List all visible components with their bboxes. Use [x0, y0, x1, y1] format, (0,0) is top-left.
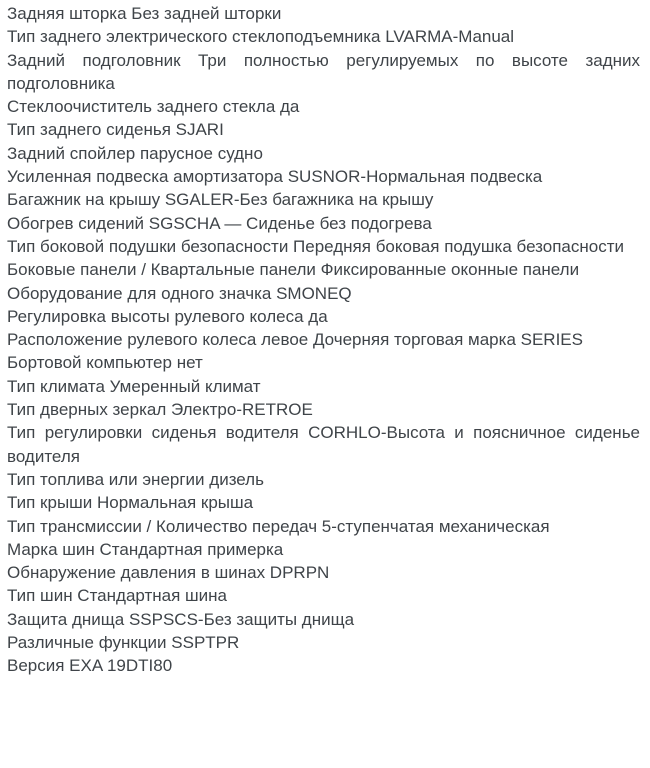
spec-line-fuel-type: Тип топлива или энергии дизель: [7, 469, 264, 489]
spec-line-onboard-computer: Бортовой компьютер нет: [7, 353, 203, 373]
spec-line-side-airbag: Тип боковой подушки безопасности Передняя боковая подушка безопасности: [7, 236, 624, 256]
spec-line-driver-seat-adjust: Тип регулировки сиденья водителя CORHLO-Высота и поясничное сиденье водителя: [7, 423, 640, 466]
spec-line-rear-power-window: Тип заднего электрического стеклоподъемника LVARMA-Manual: [7, 27, 515, 47]
spec-line-seat-heating: Обогрев сидений SGSCHA — Сиденье без подогрева: [7, 213, 432, 233]
spec-line-roof-type: Тип крыши Нормальная крыша: [7, 493, 254, 513]
spec-line-tire-brand: Марка шин Стандартная примерка: [7, 539, 284, 559]
spec-line-tire-type: Тип шин Стандартная шина: [7, 586, 228, 606]
spec-line-rear-wiper: Стеклоочиститель заднего стекла да: [7, 97, 300, 117]
spec-line-version: Версия EXA 19DTI80: [7, 656, 173, 676]
spec-line-rear-curtain: Задняя шторка Без задней шторки: [7, 4, 282, 23]
spec-line-steering-height-adjust: Регулировка высоты рулевого колеса да: [7, 306, 328, 326]
spec-line-rear-headrest: Задний подголовник Три полностью регулируемых по высоте задних подголовника: [7, 50, 640, 93]
spec-line-roof-rack: Багажник на крышу SGALER-Без багажника на крышу: [7, 190, 434, 210]
spec-line-side-panels: Боковые панели / Квартальные панели Фиксированные оконные панели: [7, 260, 580, 280]
spec-line-badge-equipment: Оборудование для одного значка SMONEQ: [7, 283, 352, 303]
spec-line-suspension: Усиленная подвеска амортизатора SUSNOR-Нормальная подвеска: [7, 167, 543, 187]
spec-line-rear-seat-type: Тип заднего сиденья SJARI: [7, 120, 224, 140]
spec-line-underbody-protection: Защита днища SSPSCS-Без защиты днища: [7, 609, 355, 629]
spec-line-rear-spoiler: Задний спойлер парусное судно: [7, 143, 263, 163]
spec-line-tire-pressure-detection: Обнаружение давления в шинах DPRPN: [7, 563, 330, 583]
spec-line-steering-position: Расположение рулевого колеса левое Дочерняя торговая марка SERIES: [7, 330, 583, 350]
spec-line-door-mirrors: Тип дверных зеркал Электро-RETROE: [7, 400, 313, 420]
spec-line-various-functions: Различные функции SSPTPR: [7, 633, 240, 653]
spec-line-climate-type: Тип климата Умеренный климат: [7, 376, 261, 396]
spec-line-transmission: Тип трансмиссии / Количество передач 5-ступенчатая механическая: [7, 516, 550, 536]
